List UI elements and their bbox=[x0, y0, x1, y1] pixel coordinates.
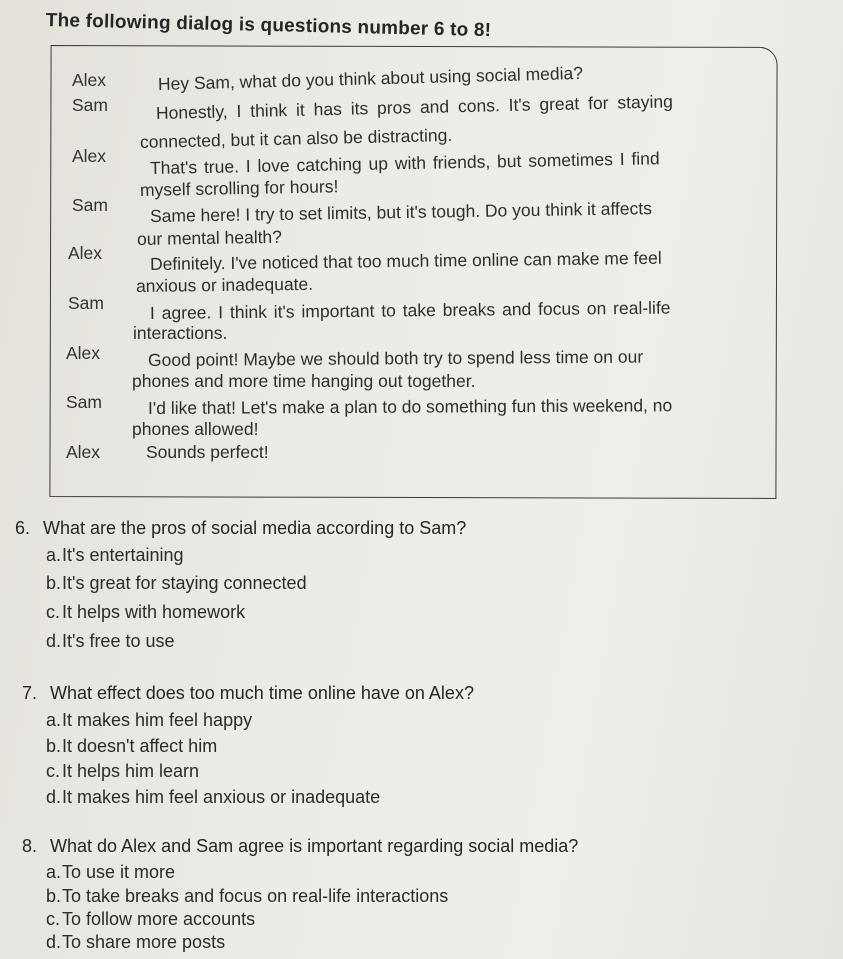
dialog-speaker: Sam bbox=[66, 392, 102, 412]
option-8b[interactable] bbox=[46, 886, 448, 907]
question-text: What do Alex and Sam agree is important regarding social media? bbox=[50, 836, 579, 856]
dialog-line: connected, but it can also be distracting. bbox=[139, 124, 453, 152]
question-7 bbox=[22, 683, 474, 704]
dialog-line: Good point! Maybe we should both try to spend less time on our bbox=[147, 346, 644, 370]
option-letter: d. bbox=[46, 787, 62, 807]
dialog-line: interactions. bbox=[133, 323, 228, 343]
option-letter: c. bbox=[46, 761, 61, 781]
dialog-speaker: Sam bbox=[72, 195, 108, 215]
dialog-line: phones allowed! bbox=[132, 419, 259, 439]
option-7d[interactable] bbox=[46, 787, 380, 808]
option-letter: b. bbox=[46, 736, 62, 756]
dialog-speaker: Alex bbox=[72, 70, 107, 90]
dialog-speaker: Sam bbox=[68, 293, 104, 313]
option-text: It's free to use bbox=[62, 631, 175, 651]
question-8 bbox=[22, 836, 578, 857]
option-letter: a. bbox=[46, 710, 62, 730]
option-8c[interactable] bbox=[46, 909, 255, 930]
dialog-speaker: Alex bbox=[72, 146, 107, 166]
option-text: It makes him feel happy bbox=[62, 710, 253, 730]
option-7a[interactable] bbox=[46, 710, 252, 731]
dialog-line: I agree. I think it's important to take breaks and focus on real-life bbox=[149, 297, 671, 323]
dialog-line: phones and more time hanging out together. bbox=[132, 371, 476, 391]
option-6c[interactable] bbox=[46, 602, 245, 623]
option-7c[interactable] bbox=[46, 761, 199, 782]
dialog-speaker: Alex bbox=[66, 343, 101, 363]
option-letter: d. bbox=[46, 631, 62, 651]
option-letter: a. bbox=[46, 862, 62, 882]
intro-heading: The following dialog is questions number 6 to 8! bbox=[45, 10, 492, 42]
option-6d[interactable] bbox=[46, 631, 175, 652]
dialog-line: Honestly, I think it has its pros and cons. It's great for staying bbox=[155, 91, 674, 123]
dialog-line: Definitely. I've noticed that too much time online can make me feel bbox=[149, 247, 662, 274]
option-8a[interactable] bbox=[46, 862, 175, 883]
option-text: It makes him feel anxious or inadequate bbox=[62, 787, 381, 807]
dialog-line: Same here! I try to set limits, but it's tough. Do you think it affects bbox=[149, 198, 653, 226]
option-text: To share more posts bbox=[62, 932, 226, 952]
dialog-line: Sounds perfect! bbox=[146, 442, 269, 462]
option-text: To use it more bbox=[62, 862, 176, 882]
option-text: It's great for staying connected bbox=[62, 573, 307, 593]
dialog-speaker: Alex bbox=[68, 243, 103, 263]
option-letter: a. bbox=[46, 545, 62, 565]
option-letter: c. bbox=[46, 602, 61, 622]
dialog-speaker: Sam bbox=[72, 95, 108, 115]
question-number: 6. bbox=[15, 518, 31, 538]
option-letter: d. bbox=[46, 932, 62, 952]
option-text: It helps him learn bbox=[62, 761, 200, 781]
option-6a[interactable] bbox=[46, 545, 184, 566]
option-8d[interactable] bbox=[46, 932, 225, 953]
dialog-line: anxious or inadequate. bbox=[135, 273, 314, 296]
dialog-line: Hey Sam, what do you think about using social media? bbox=[157, 62, 584, 94]
option-text: To take breaks and focus on real-life interactions bbox=[62, 886, 449, 906]
option-text: It's entertaining bbox=[62, 545, 184, 565]
option-text: It doesn't affect him bbox=[62, 736, 218, 756]
option-7b[interactable] bbox=[46, 736, 217, 757]
option-letter: c. bbox=[46, 909, 61, 929]
option-letter: b. bbox=[46, 886, 62, 906]
question-text: What effect does too much time online have on Alex? bbox=[50, 683, 474, 703]
dialog-line: our mental health? bbox=[136, 226, 283, 249]
option-text: It helps with homework bbox=[62, 602, 246, 622]
dialog-speaker: Alex bbox=[66, 442, 101, 462]
option-letter: b. bbox=[46, 573, 62, 593]
dialog-line: That's true. I love catching up with friends, but sometimes I find bbox=[149, 148, 660, 178]
dialog-line: myself scrolling for hours! bbox=[139, 176, 339, 200]
question-6 bbox=[15, 518, 466, 539]
option-6b[interactable] bbox=[46, 573, 307, 594]
question-number: 7. bbox=[22, 683, 38, 703]
question-text: What are the pros of social media according to Sam? bbox=[43, 518, 467, 538]
dialog-line: I'd like that! Let's make a plan to do something fun this weekend, no bbox=[147, 395, 673, 418]
question-number: 8. bbox=[22, 836, 38, 856]
option-text: To follow more accounts bbox=[62, 909, 256, 929]
